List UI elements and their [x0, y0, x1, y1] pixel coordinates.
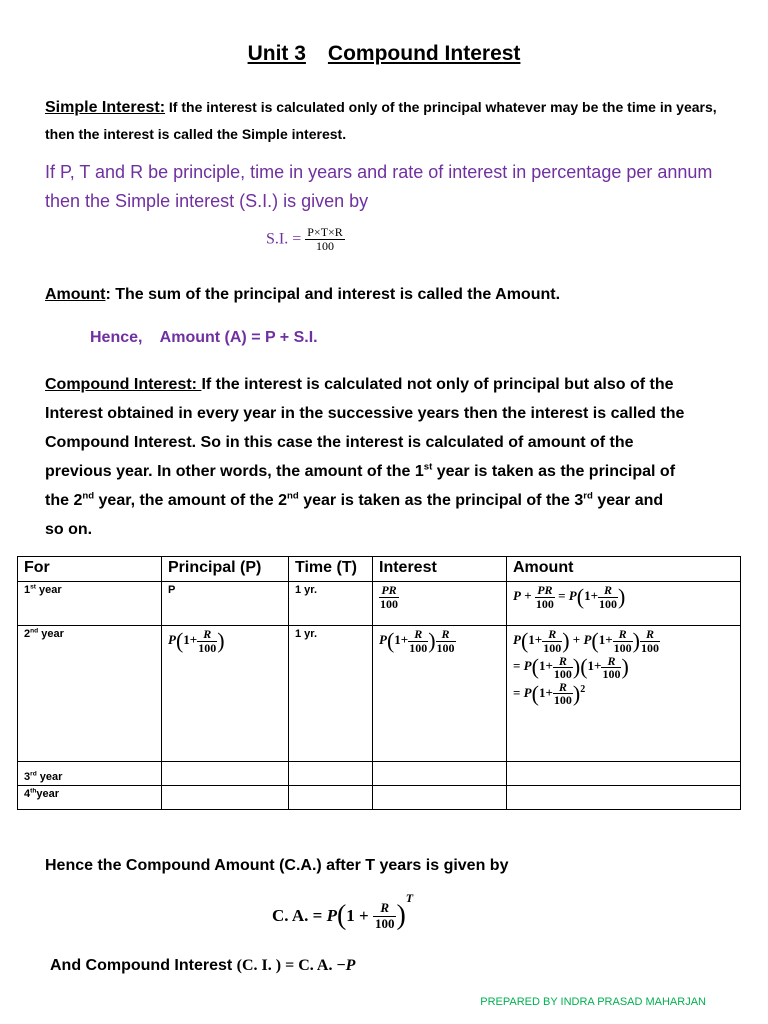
frac-num: PR	[379, 584, 399, 598]
math-p: P	[523, 684, 532, 700]
math-plus: +	[545, 684, 553, 700]
frac-num: R	[553, 681, 573, 695]
simple-interest-heading: Simple Interest:	[45, 99, 166, 116]
ci-formula-rhs: = C. A. −	[281, 957, 346, 974]
row-2-num: 2	[24, 628, 31, 640]
simple-interest-intro: If P, T and R be principle, time in years and rate of interest in percentage per annum then the Simple interest (S.I.) is given by	[45, 162, 713, 211]
math-p: P	[379, 632, 387, 648]
row-2-sup: nd	[30, 627, 39, 635]
math-plus: +	[534, 632, 543, 648]
math-one: 1	[538, 684, 546, 700]
frac-den: 100	[602, 667, 621, 682]
row-1-time: 1 yr.	[289, 582, 373, 626]
row-1-num: 1	[24, 584, 31, 596]
amount-formula: Hence, Amount (A) = P + S.I.	[90, 329, 318, 346]
math-p: P	[568, 588, 577, 604]
ca-exponent: T	[405, 891, 414, 905]
ca-p: P	[326, 906, 337, 926]
footer-credit: PREPARED BY INDRA PRASAD MAHARJAN	[480, 996, 706, 1008]
title-unit: Unit 3	[247, 42, 306, 65]
si-denominator: 100	[316, 239, 335, 254]
math-fraction	[197, 628, 217, 654]
frac-den: 100	[409, 640, 428, 655]
simple-interest-formula	[266, 226, 345, 253]
row-1-interest	[373, 582, 507, 626]
math-fraction	[436, 628, 456, 654]
header-interest: Interest	[373, 557, 507, 582]
math-one: 1	[538, 658, 546, 674]
frac-den: 100	[543, 640, 562, 655]
row-3-interest	[373, 762, 507, 786]
table-row	[18, 626, 741, 762]
math-one: 1	[528, 632, 535, 648]
math-plus: +	[524, 588, 532, 604]
math-eq: =	[558, 588, 566, 604]
math-fraction	[408, 628, 428, 654]
ci-formula-p: P	[345, 957, 356, 974]
amount-line-2: = P(1+ $\frac{R}{100}$ )(1+ $\frac{R}{100}$ )	[513, 653, 629, 682]
compound-interest-table	[17, 556, 741, 810]
compound-interest-formula	[50, 957, 355, 975]
table-row	[18, 762, 741, 786]
frac-den: 100	[198, 640, 217, 655]
table-row	[18, 786, 741, 810]
header-principal: Principal (P)	[162, 557, 289, 582]
row-4-label: year	[36, 788, 59, 800]
header-amount: Amount	[507, 557, 741, 582]
row-3-num: 3	[24, 771, 31, 783]
row-2-interest: P(1+ $\frac{R}{100}$ ) $\frac{R}{100}$	[373, 626, 507, 762]
ca-lhs: C. A. =	[272, 906, 323, 926]
row-2-time: 1 yr.	[289, 626, 373, 762]
frac-num: R	[613, 628, 633, 642]
math-p: P	[513, 588, 521, 604]
math-fraction	[553, 655, 573, 681]
math-exponent: 2	[580, 683, 586, 695]
frac-num: R	[408, 628, 428, 642]
amount-text: : The sum of the principal and interest is called the Amount.	[105, 286, 561, 303]
math-p: P	[513, 632, 521, 648]
si-lhs: S.I. =	[266, 230, 302, 248]
ci-text-a: If the interest is calculated not only of principal but also of the Interest obtained in every year in the successive years then the interest is called the Compound Interest. So in this case the interest is calculated of amount of the previous year. In other words, the amount of the 1	[45, 376, 685, 480]
row-2-label: year	[38, 628, 64, 640]
row-3-time	[289, 762, 373, 786]
row-3-label: year	[36, 771, 63, 783]
row-1-amount: P + $\frac{PR}{100}$ = P(1+ $\frac{R}{100}$ )	[507, 582, 741, 626]
row-2-amount	[507, 626, 741, 762]
row-3-sup: rd	[30, 770, 37, 778]
ci-formula-text: And Compound Interest	[50, 957, 233, 974]
math-fraction	[598, 584, 618, 610]
ci-sup-3: nd	[287, 490, 299, 502]
row-4-num: 4	[24, 788, 31, 800]
math-plus: +	[572, 632, 581, 648]
row-3-amount	[507, 762, 741, 786]
frac-num: R	[601, 655, 621, 669]
math-p: P	[168, 632, 176, 648]
ca-fraction	[373, 901, 397, 931]
frac-den: 100	[640, 640, 659, 655]
title-topic: Compound Interest	[327, 42, 521, 65]
math-one: 1	[394, 632, 401, 648]
math-plus: +	[605, 632, 613, 648]
math-one: 1	[598, 632, 606, 648]
row-1-principal: P	[162, 582, 289, 626]
amount-line-1: P(1+ $\frac{R}{100}$ ) + P(1+ $\frac{R}{100}$ ) $\frac{R}{100}$	[513, 627, 659, 655]
ca-one: 1 +	[346, 906, 369, 926]
ci-sup-2: nd	[82, 490, 95, 502]
simple-interest-definition	[45, 94, 735, 147]
header-time: Time (T)	[289, 557, 373, 582]
frac-num: R	[542, 628, 562, 642]
math-one: 1	[183, 632, 190, 648]
ci-formula-ci: (C. I. )	[236, 957, 282, 974]
math-plus: +	[189, 632, 198, 648]
compound-amount-formula: C. A. = P(1 + $\frac{R}{100}$ )$^T$	[272, 891, 414, 932]
frac-num: R	[197, 628, 217, 642]
frac-den: 100	[535, 596, 554, 611]
row-4-interest	[373, 786, 507, 810]
math-fraction	[535, 584, 555, 610]
math-eq: =	[513, 658, 521, 674]
ci-heading: Compound Interest:	[45, 376, 202, 393]
math-eq: =	[513, 684, 521, 700]
math-plus: +	[590, 588, 598, 604]
row-1-sup: st	[30, 583, 36, 591]
frac-den: 100	[436, 640, 455, 655]
row-1-interest-fraction	[379, 584, 399, 610]
frac-num: R	[640, 628, 660, 642]
row-4-sup: th	[30, 787, 37, 795]
frac-den: 100	[613, 640, 632, 655]
frac-num: R	[553, 655, 573, 669]
frac-den: 100	[553, 667, 572, 682]
amount-definition	[45, 286, 735, 304]
frac-num: R	[436, 628, 456, 642]
amount-heading: Amount	[45, 286, 106, 303]
ci-sup-1: st	[423, 461, 433, 473]
math-fraction	[601, 655, 621, 681]
header-for: For	[18, 557, 162, 582]
math-one: 1	[587, 658, 595, 674]
math-one: 1	[584, 588, 591, 604]
si-fraction	[305, 226, 345, 253]
math-p: P	[523, 658, 532, 674]
frac-num: R	[598, 584, 618, 598]
math-fraction	[613, 628, 633, 654]
table-header-row	[18, 557, 741, 582]
simple-interest-text: If the interest is calculated only of the principal whatever may be the time in years, then the interest is called the Simple interest.	[45, 99, 717, 142]
ca-frac-num: R	[373, 901, 397, 916]
ci-text-b: year is taken as the principal of the 2	[45, 463, 676, 509]
frac-den: 100	[380, 596, 398, 611]
row-3-for	[18, 762, 162, 786]
row-1-label: year	[36, 584, 62, 596]
row-4-time	[289, 786, 373, 810]
math-plus: +	[594, 658, 602, 674]
row-3-principal	[162, 762, 289, 786]
ci-sup-4: rd	[583, 490, 593, 502]
page-title	[0, 42, 768, 66]
ci-text-c: year, the amount of the 2	[94, 492, 288, 509]
row-1-for	[18, 582, 162, 626]
math-plus: +	[400, 632, 409, 648]
row-4-for	[18, 786, 162, 810]
ca-frac-den: 100	[374, 915, 395, 931]
ci-text-d: year is taken as the principal of the 3	[298, 492, 584, 509]
ci-text-e: year and so on.	[45, 492, 664, 538]
frac-den: 100	[599, 596, 617, 611]
amount-line-3: = P(1+ $\frac{R}{100}$ )$^2$	[513, 679, 586, 708]
si-numerator: P×T×R	[307, 225, 343, 239]
row-4-amount	[507, 786, 741, 810]
row-2-for	[18, 626, 162, 762]
math-p: P	[583, 632, 592, 648]
row-4-principal	[162, 786, 289, 810]
compound-interest-paragraph	[45, 370, 685, 544]
math-fraction	[553, 681, 573, 707]
row-2-principal: P(1+ $\frac{R}{100}$ )	[162, 626, 289, 762]
math-plus: +	[545, 658, 553, 674]
compound-amount-text: Hence the Compound Amount (C.A.) after T years is given by	[45, 857, 509, 874]
math-fraction	[640, 628, 660, 654]
frac-num: PR	[535, 584, 555, 598]
frac-den: 100	[553, 693, 572, 708]
math-fraction	[542, 628, 562, 654]
table-row	[18, 582, 741, 626]
